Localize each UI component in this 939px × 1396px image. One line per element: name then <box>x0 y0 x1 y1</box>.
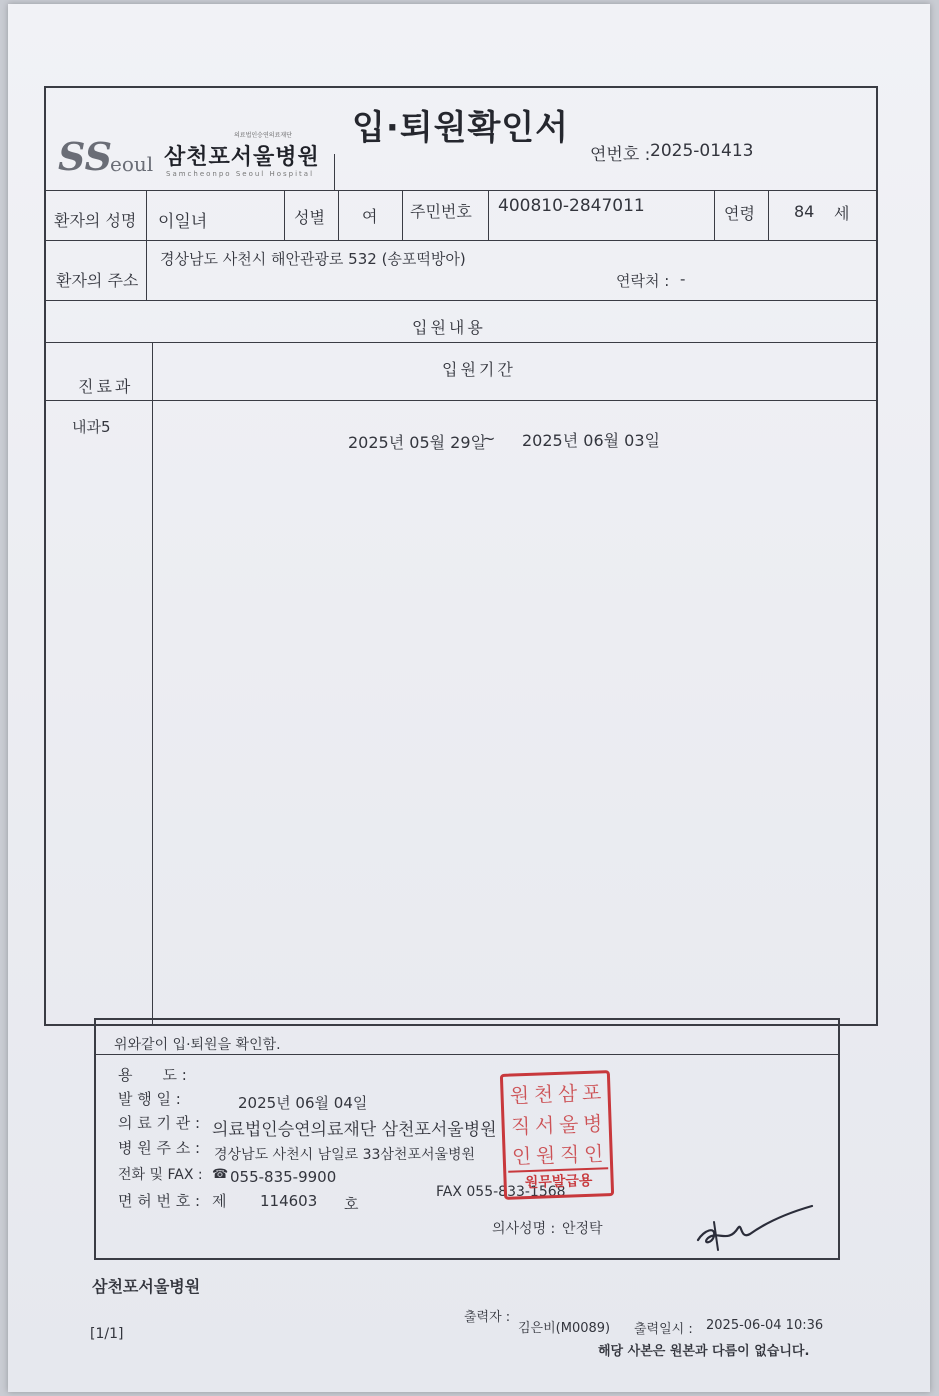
col-line-6 <box>714 190 715 240</box>
table-line-header <box>44 190 878 191</box>
age-value: 84 <box>794 202 815 221</box>
printer-value: 김은비(M0089) <box>518 1321 611 1336</box>
col-line-5 <box>488 190 489 240</box>
admission-end-date: 2025년 06월 03일 <box>522 431 660 450</box>
printer-label: 출력자 : <box>464 1310 511 1325</box>
patient-name-label: 환자의 성명 <box>54 211 137 230</box>
col-line-4 <box>402 190 403 240</box>
fax-value: FAX 055-833-1568 <box>436 1184 566 1200</box>
contact-value: - <box>680 270 686 288</box>
col-line-2 <box>284 190 285 240</box>
doctor-signature <box>694 1200 824 1260</box>
document-title: 입·퇴원확인서 <box>352 108 569 148</box>
col-line-3 <box>338 190 339 240</box>
contact-label: 연락처 : <box>616 272 670 290</box>
license-label: 면 허 번 호 : <box>118 1192 201 1210</box>
admission-section-title: 입원내용 <box>412 318 486 337</box>
col-line-1 <box>146 190 147 300</box>
print-time-label: 출력일시 : <box>634 1322 693 1337</box>
cert-inner-line <box>94 1054 840 1055</box>
purpose-label: 용 도 : <box>118 1066 187 1084</box>
official-seal-stamp <box>500 1070 614 1200</box>
license-number: 114603 <box>260 1192 318 1210</box>
age-unit: 세 <box>834 204 850 223</box>
period-header: 입원기간 <box>442 360 516 379</box>
admission-start-date: 2025년 05월 29일 <box>348 433 486 452</box>
col-line-7 <box>768 190 769 240</box>
patient-name-value: 이일녀 <box>158 212 208 232</box>
logo-top-line: 의료법인승연의료재단 <box>234 132 292 139</box>
table-line-patient <box>44 240 878 241</box>
sex-value: 여 <box>362 207 378 226</box>
phone-value: 055-835-9900 <box>230 1168 337 1186</box>
logo-mark-tail: eoul <box>110 152 154 176</box>
dept-column-line <box>152 342 153 1026</box>
stamp-bottom-text: 원무발급용 <box>508 1167 609 1194</box>
sex-label: 성별 <box>294 208 325 227</box>
logo-hospital-name: 삼천포서울병원 <box>164 145 320 170</box>
table-line-section <box>44 342 878 343</box>
serial-label: 연번호 : <box>590 145 651 165</box>
dept-value: 내과5 <box>72 418 111 436</box>
dept-header: 진료과 <box>78 377 134 396</box>
logo-mark: SS <box>58 134 113 179</box>
footer-hospital-name: 삼천포서울병원 <box>92 1277 201 1296</box>
doctor-name-label: 의사성명 : <box>492 1221 556 1237</box>
resident-id-value: 400810-2847011 <box>498 196 645 216</box>
date-separator: ~ <box>482 429 496 448</box>
age-label: 연령 <box>724 204 755 223</box>
institution-label: 의 료 기 관 : <box>118 1114 201 1132</box>
page-indicator: [1/1] <box>90 1326 124 1342</box>
issue-date-value: 2025년 06월 04일 <box>238 1094 368 1112</box>
license-prefix: 제 <box>212 1192 227 1210</box>
document-paper <box>8 4 930 1392</box>
license-suffix: 호 <box>344 1195 359 1213</box>
certification-statement: 위와같이 입·퇴원을 확인함. <box>114 1037 281 1053</box>
phone-fax-label: 전화 및 FAX : <box>118 1167 203 1183</box>
institution-value: 의료법인승연의료재단 삼천포서울병원 <box>212 1120 497 1140</box>
print-time-value: 2025-06-04 10:36 <box>706 1318 824 1333</box>
table-line-address <box>44 300 878 301</box>
logo-divider <box>334 154 335 190</box>
copy-notice: 해당 사본은 원본과 다름이 없습니다. <box>598 1344 810 1359</box>
hospital-address-value: 경상남도 사천시 남일로 33삼천포서울병원 <box>214 1147 476 1163</box>
issue-date-label: 발 행 일 : <box>118 1090 181 1108</box>
serial-number: 2025-01413 <box>650 141 754 161</box>
hospital-address-label: 병 원 주 소 : <box>118 1139 201 1157</box>
address-label: 환자의 주소 <box>56 271 139 290</box>
table-line-columns <box>44 400 878 401</box>
logo-english: Samcheonpo Seoul Hospital <box>166 170 315 178</box>
doctor-name-value: 안정탁 <box>562 1221 603 1237</box>
phone-icon: ☎ <box>212 1167 229 1182</box>
seal-characters: 원 천 삼 포 직 서 울 병 인 원 직 인 <box>509 1080 604 1169</box>
resident-id-label: 주민번호 <box>410 202 472 221</box>
address-value: 경상남도 사천시 해안관광로 532 (송포떡방아) <box>160 250 466 268</box>
